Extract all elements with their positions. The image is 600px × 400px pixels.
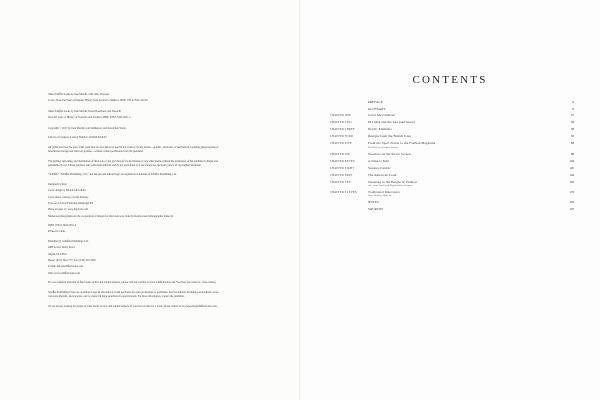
loc-control-number: Library of Congress Control Number: 2016XXXXXX7 [48, 136, 107, 140]
toc-entry-text [368, 135, 558, 139]
bulk-sales-paragraph: Schiffer Publishing's titles are available at special discounts for bulk purchases for sales promotions or premiums. Special editions, including personalized covers, corporate imprints, and excerpts, can be created in large quantities for special needs. For more information, contact the publisher. [48, 290, 220, 298]
credit-line-5: Photo on page 11: www.bigstock.com [48, 208, 89, 212]
toc-chapter-label: CHAPTER EIGHT [330, 166, 355, 170]
toc-entry-title: Traditional Innovators [368, 189, 401, 194]
toc-entry-title: GLOSSARY [368, 106, 386, 111]
toc-chapter-label: CHAPTER ELEVEN [330, 190, 357, 194]
related-title-2: Other Schiffer books by Jane Merrill, Karen Roselmon, and Susan R: [48, 109, 122, 113]
rights-paragraph: All rights reserved. No part of this work may be reproduced or used in any form or by any means—graphic, electronic, or mechanical, including photocopying or information storage and retrieval systems—without written permission from the publisher. [48, 146, 219, 154]
toc-entry-text [368, 174, 558, 178]
toc-page-number: 104 [569, 158, 574, 163]
toc-entry[interactable] [330, 174, 574, 178]
contents-page [300, 0, 600, 400]
toc-entry-text [368, 201, 558, 205]
credit-line-6: Numerous photographs are the cooperation of images for this book were done by Rearns-based photographer Renee K. [48, 214, 174, 218]
toc-page-number: 10 [571, 113, 574, 118]
toc-entry-title: The American Look [368, 172, 397, 177]
toc-entry-title: Designs from the British Isles [368, 134, 411, 139]
proposal-paragraph: We are always looking for people to write books on new and related subjects. If you have an idea for a book, please contact us at proposals@schifferbooks.com. [48, 304, 218, 308]
toc-page-number: 8 [572, 106, 574, 111]
publisher-email: E-mail: Info@schifferbooks.com [48, 265, 83, 269]
toc-entry-text [368, 181, 558, 188]
page-title: CONTENTS [412, 74, 488, 86]
publisher-web: Web: www.schifferbooks.com [48, 271, 80, 275]
toc-entry-text [368, 167, 558, 171]
toc-chapter-label: CHAPTER THREE [330, 128, 355, 132]
toc-entry-text [368, 208, 558, 212]
toc-entry[interactable] [330, 208, 574, 212]
toc-page-number: 162 [569, 179, 574, 184]
toc-chapter-label: CHAPTER SEVEN [330, 159, 355, 163]
toc-chapter-label: CHAPTER ONE [330, 114, 352, 118]
toc-entry-text [368, 121, 558, 125]
toc-entry[interactable] [330, 128, 574, 132]
toc-entry-title: Color Me Glamour [368, 113, 395, 118]
toc-entry[interactable] [330, 201, 574, 205]
toc-page-number: 6 [572, 100, 574, 104]
publisher-city: Atglen, PA 19310 [48, 252, 67, 256]
toc-entry-subtitle: Art, Avant-Garde and High-Fashion Sweaters [368, 184, 413, 188]
piracy-paragraph: The naming, uploading, and distribution of this book or any part thereof via the Internet or any other means without the permission of the publisher is illegal and punishable by law. Please purchase only authorized editions and do not participate in or encourage the electronic piracy of copyrighted materials. [48, 159, 218, 167]
toc-entry[interactable] [330, 181, 574, 188]
toc-entry-title: Nordic Elements [368, 127, 392, 132]
related-title-1-note: I Love Those Earrings: A Popular History from Ancient to Modern, ISBN: 978-0-7643-4524-6 [48, 99, 148, 103]
toc-page-number: 88 [571, 151, 574, 156]
toc-entry[interactable] [330, 191, 574, 198]
toc-entry[interactable] [330, 167, 574, 171]
toc-entry-text [368, 128, 558, 132]
catalog-paragraph: For our complete selection of fine books on this and related subjects, please visit our website at www.schifferbooks.com. You may also write for a free catalog. [48, 281, 217, 285]
toc-entry[interactable] [330, 101, 574, 105]
copyright-text-block [48, 93, 223, 314]
toc-entry-text [368, 108, 558, 112]
toc-entry-title: NOTES [368, 200, 379, 204]
toc-entry[interactable] [330, 121, 574, 125]
toc-chapter-label: CHAPTER SIX [330, 152, 350, 156]
toc-entry-title: Sweating to the Height of Fashion [368, 179, 417, 184]
toc-entry[interactable] [330, 142, 574, 149]
copyright-line: Copyright © 2017 by Jane Merrill, Gail DeMeyere, and Karen Ren Wode [48, 126, 126, 130]
toc-chapter-label: CHAPTER TEN [330, 180, 351, 184]
toc-entry[interactable] [330, 153, 574, 157]
toc-chapter-label: CHAPTER FIVE [330, 142, 352, 146]
toc-entry-text [368, 101, 558, 105]
publisher-street: 4880 Lower Valley Road [48, 246, 75, 250]
toc-entry-text [368, 160, 558, 164]
toc-chapter-label: CHAPTER NINE [330, 173, 353, 177]
toc-entry-subtitle: Vera, Stratton, Material [368, 194, 392, 198]
toc-page-number: 28 [571, 120, 574, 125]
credit-line-1: Designed by Rect [48, 183, 67, 187]
toc-entry-title: Sweater-Centric [368, 165, 392, 170]
toc-page-number: 120 [569, 165, 574, 170]
toc-page-number: 197 [569, 206, 574, 211]
toc-entry-title: Old Man and the Sea (and Snow) [368, 120, 416, 125]
toc-entry-text [368, 191, 558, 198]
credit-line-3: Cover photo courtesy of John Ramsey [48, 195, 89, 199]
table-of-contents [330, 101, 574, 214]
toc-entry-text [368, 153, 558, 157]
related-title-2-note: Shoe Art Logs: A History of Function and Fashion, ISBN: 978-0-7643-4651-2 [48, 116, 131, 120]
toc-page-number: 192 [569, 200, 574, 204]
toc-entry-title: PREFACE [368, 100, 383, 104]
toc-page-number: 50 [571, 134, 574, 139]
toc-entry[interactable] [330, 135, 574, 139]
toc-entry[interactable] [330, 108, 574, 112]
publisher-name: Published by Schiffer Publishing, Ltd. [48, 240, 89, 244]
toc-entry-title: From the Sport Fields to the Fashion Magazine [368, 141, 436, 146]
toc-page-number: 38 [571, 127, 574, 132]
toc-page-number: 144 [569, 172, 574, 177]
trademark-paragraph: "Schiffer," "Schiffer Publishing, Ltd.," and the pen and inkwell logo are registered trademarks of Schiffer Publishing, Ltd. [48, 173, 177, 177]
toc-page-number: 68 [571, 141, 574, 146]
toc-chapter-label: CHAPTER FOUR [330, 135, 354, 139]
credit-line-4: Type set as Lucas/Feliciana/amhaesign BT [48, 201, 94, 205]
toc-entry[interactable] [330, 160, 574, 164]
toc-chapter-label: CHAPTER TWO [330, 121, 352, 125]
toc-entry-text [368, 142, 558, 149]
toc-entry-text [368, 114, 558, 118]
toc-entry-title: A Time to Knit [368, 158, 390, 163]
toc-entry-title: SOURCES [368, 206, 384, 211]
toc-page-number: 176 [569, 189, 574, 194]
toc-entry-title: Sweaters on the Silver Screen [368, 151, 411, 156]
toc-entry[interactable] [330, 114, 574, 118]
printed-line: Printed in China [48, 230, 66, 234]
related-title-1: Other Schiffer books by Jane Merrill, with Chris Fitorogs: [48, 93, 110, 96]
credit-line-2: Cover design by Brenda McCallum [48, 189, 86, 193]
isbn-line: ISBN: 978-0-7643-5391-4 [48, 224, 77, 228]
publisher-phone: Phone: (610) 593-1777; Fax: (610) 593-2002 [48, 258, 96, 262]
toc-entry-subtitle: The Birth of a Fashion Section [368, 145, 398, 149]
